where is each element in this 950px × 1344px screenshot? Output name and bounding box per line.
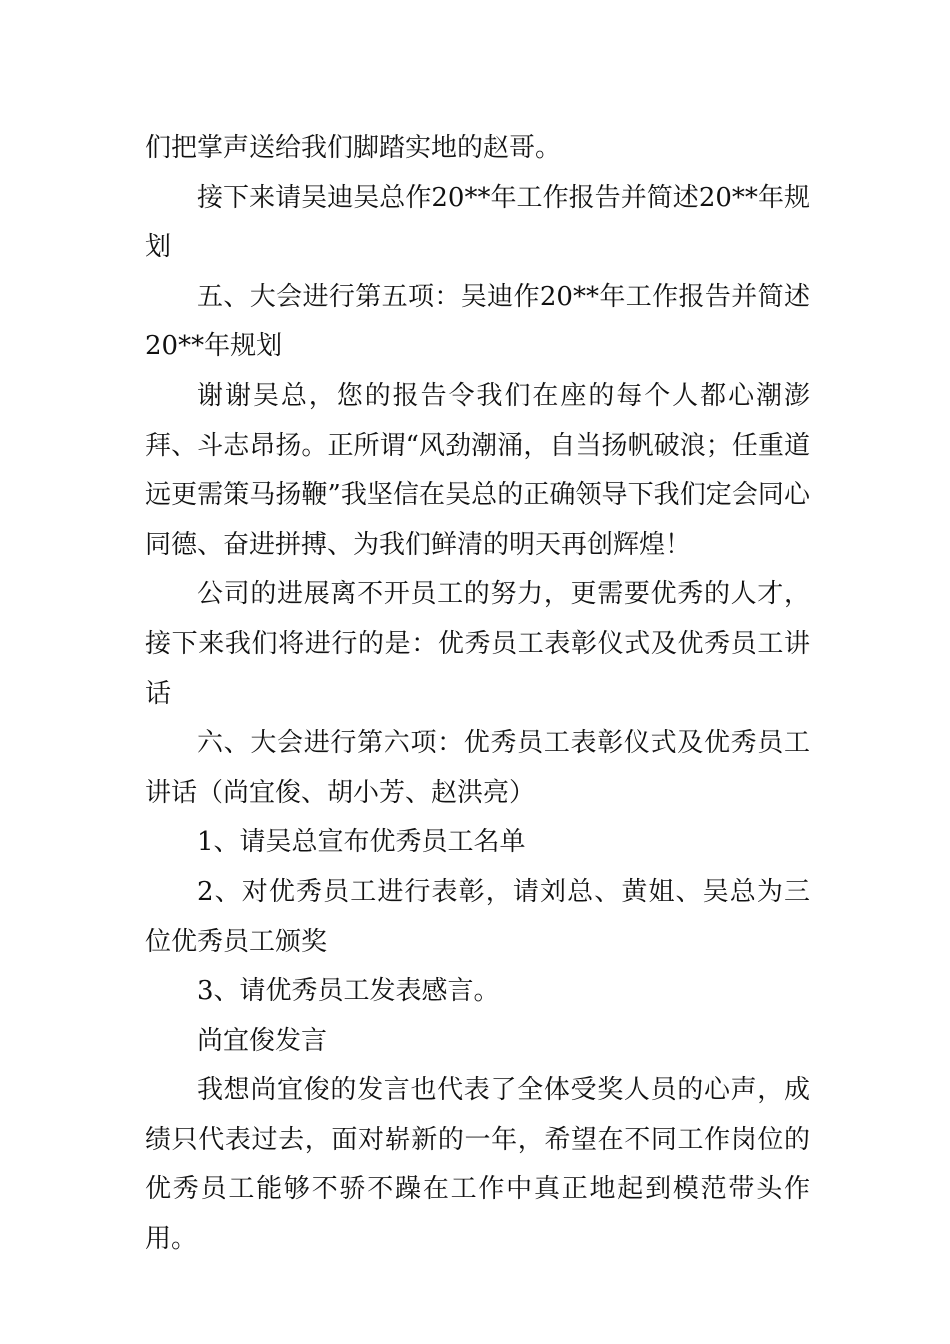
paragraph-applause: 们把掌声送给我们脚踏实地的赵哥。 (145, 133, 562, 163)
paragraph-speaker: 尚宜俊发言 (197, 1025, 328, 1056)
list-item-announce: 1、请吴总宣布优秀员工名单 (197, 827, 526, 858)
document-body (145, 124, 810, 1265)
paragraph-report-intro: 接下来请吴迪吴总作20**年工作报告并简述20**年规划 (145, 182, 810, 263)
paragraph-item-six: 六、大会进行第六项：优秀员工表彰仪式及优秀员工讲话（尚宜俊、胡小芳、赵洪亮） (145, 728, 810, 808)
paragraph-closing: 我想尚宜俊的发言也代表了全体受奖人员的心声，成绩只代表过去，面对崭新的一年，希望在不同工作岗位的优秀员工能够不骄不躁在工作中真正地起到模范带头作用。 (145, 1075, 810, 1255)
paragraph-thanks: 谢谢吴总，您的报告令我们在座的每个人都心潮澎拜、斗志昂扬。正所谓“风劲潮涌，自当扬帆破浪；任重道远更需策马扬鞭”我坚信在吴总的正确领导下我们定会同心同德、奋进拼搏、为我们鲜清的明天再创辉煌！ (145, 380, 810, 560)
list-item-award: 2、对优秀员工进行表彰，请刘总、黄姐、吴总为三位优秀员工颁奖 (145, 876, 810, 957)
list-item-speech: 3、请优秀员工发表感言。 (197, 976, 500, 1007)
paragraph-talent: 公司的进展离不开员工的努力，更需要优秀的人才，接下来我们将进行的是：优秀员工表彰仪式及优秀员工讲话 (145, 579, 810, 709)
paragraph-item-five: 五、大会进行第五项：吴迪作20**年工作报告并简述20**年规划 (145, 281, 810, 362)
